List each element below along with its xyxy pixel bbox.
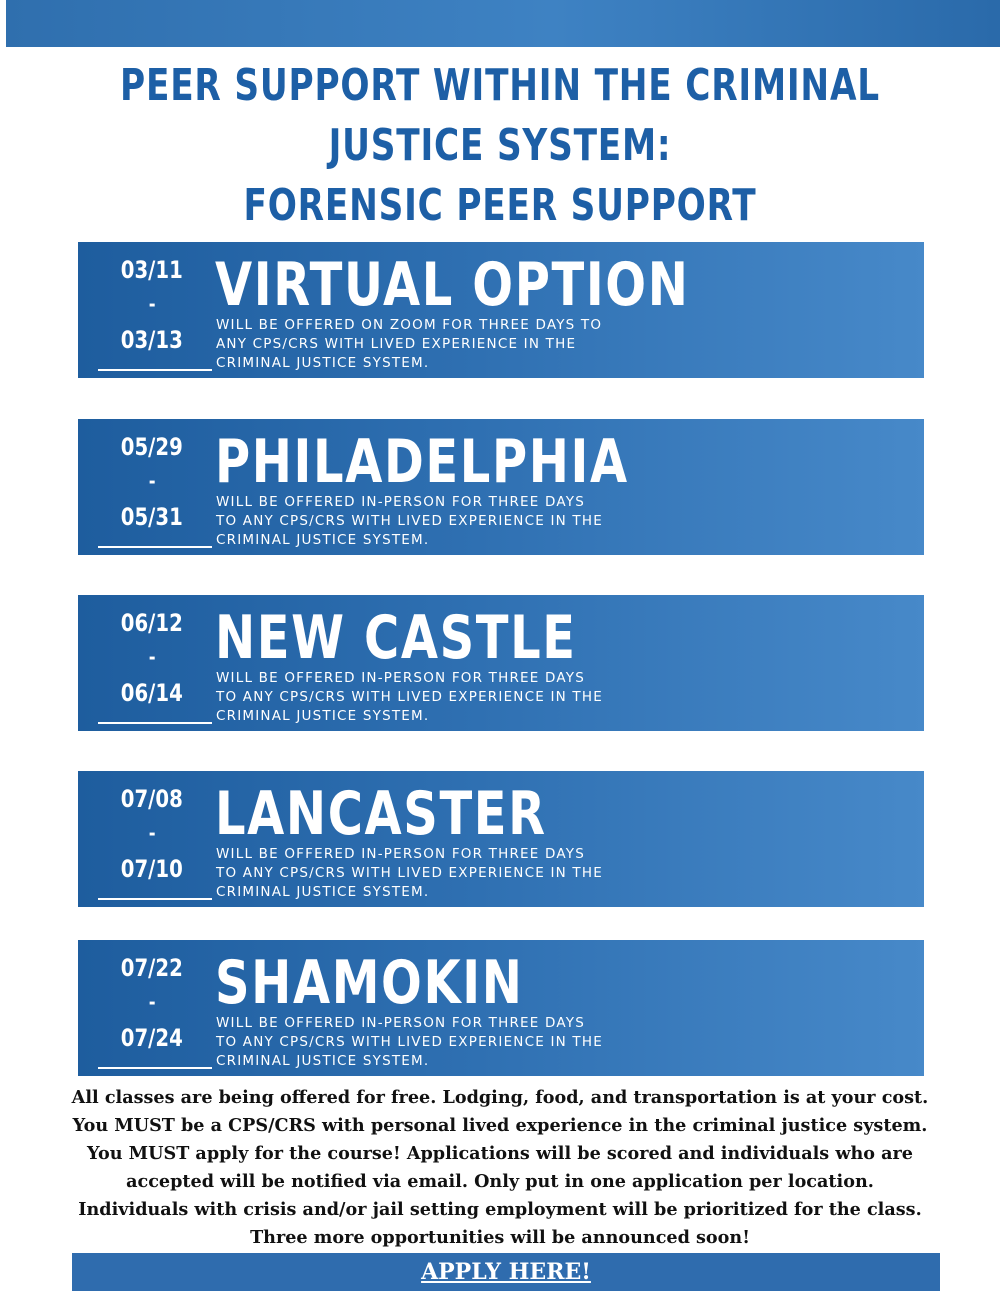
end-date: 07/10: [121, 855, 183, 883]
location-name: PHILADELPHIA: [215, 427, 629, 497]
session-description: [216, 316, 696, 373]
session-card-shamokin: [78, 940, 924, 1076]
description-line: CRIMINAL JUSTICE SYSTEM.: [216, 1053, 430, 1069]
description-line: CRIMINAL JUSTICE SYSTEM.: [216, 355, 430, 371]
title-line: FORENSIC PEER SUPPORT: [243, 180, 757, 231]
start-date: 06/12: [121, 609, 183, 637]
note-line: Three more opportunities will be announced soon!: [250, 1227, 750, 1248]
title-line: JUSTICE SYSTEM:: [328, 120, 672, 171]
end-date: 07/24: [121, 1024, 183, 1052]
description-line: TO ANY CPS/CRS WITH LIVED EXPERIENCE IN THE: [216, 865, 603, 881]
end-date: 03/13: [121, 326, 183, 354]
date-dash: -: [148, 990, 156, 1014]
session-card-philadelphia: [78, 419, 924, 555]
description-line: CRIMINAL JUSTICE SYSTEM.: [216, 884, 430, 900]
start-date: 07/08: [121, 785, 183, 813]
date-underline: [98, 898, 212, 900]
date-dash: -: [148, 645, 156, 669]
title-line: PEER SUPPORT WITHIN THE CRIMINAL: [120, 60, 880, 111]
note-line: You MUST apply for the course! Applications will be scored and individuals who are: [87, 1143, 913, 1164]
description-line: TO ANY CPS/CRS WITH LIVED EXPERIENCE IN THE: [216, 1034, 603, 1050]
session-description: [216, 493, 696, 550]
location-name: LANCASTER: [215, 779, 547, 849]
date-dash: -: [148, 821, 156, 845]
description-line: TO ANY CPS/CRS WITH LIVED EXPERIENCE IN THE: [216, 689, 603, 705]
date-dash: -: [148, 292, 156, 316]
apply-banner: [72, 1253, 940, 1291]
date-range: [88, 250, 208, 370]
note-line: Individuals with crisis and/or jail setting employment will be prioritized for the class.: [78, 1199, 922, 1220]
location-name: NEW CASTLE: [215, 603, 577, 673]
description-line: CRIMINAL JUSTICE SYSTEM.: [216, 708, 430, 724]
end-date: 05/31: [121, 503, 183, 531]
description-line: CRIMINAL JUSTICE SYSTEM.: [216, 532, 430, 548]
session-description: [216, 1014, 696, 1071]
date-underline: [98, 1067, 212, 1069]
apply-here-link[interactable]: APPLY HERE!: [421, 1259, 591, 1285]
location-name: SHAMOKIN: [215, 948, 524, 1018]
date-dash: -: [148, 469, 156, 493]
page-title: [0, 56, 1000, 236]
description-line: WILL BE OFFERED IN-PERSON FOR THREE DAYS: [216, 670, 585, 686]
description-line: WILL BE OFFERED IN-PERSON FOR THREE DAYS: [216, 1015, 585, 1031]
description-line: WILL BE OFFERED ON ZOOM FOR THREE DAYS TO: [216, 317, 603, 333]
note-line: You MUST be a CPS/CRS with personal lived experience in the criminal justice system.: [72, 1115, 928, 1136]
description-line: ANY CPS/CRS WITH LIVED EXPERIENCE IN THE: [216, 336, 577, 352]
date-underline: [98, 546, 212, 548]
session-card-lancaster: [78, 771, 924, 907]
session-description: [216, 669, 696, 726]
session-card-virtual: [78, 242, 924, 378]
session-description: [216, 845, 696, 902]
course-notes: [40, 1084, 960, 1252]
description-line: WILL BE OFFERED IN-PERSON FOR THREE DAYS: [216, 494, 585, 510]
start-date: 07/22: [121, 954, 183, 982]
date-range: [88, 948, 208, 1068]
date-range: [88, 779, 208, 899]
date-underline: [98, 722, 212, 724]
start-date: 03/11: [121, 256, 183, 284]
date-underline: [98, 369, 212, 371]
description-line: TO ANY CPS/CRS WITH LIVED EXPERIENCE IN THE: [216, 513, 603, 529]
end-date: 06/14: [121, 679, 183, 707]
note-line: accepted will be notified via email. Only put in one application per location.: [126, 1171, 874, 1192]
session-card-new-castle: [78, 595, 924, 731]
top-banner-bar: [6, 0, 1000, 47]
date-range: [88, 427, 208, 547]
location-name: VIRTUAL OPTION: [215, 250, 690, 320]
start-date: 05/29: [121, 433, 183, 461]
note-line: All classes are being offered for free. Lodging, food, and transportation is at your cost.: [71, 1087, 929, 1108]
description-line: WILL BE OFFERED IN-PERSON FOR THREE DAYS: [216, 846, 585, 862]
date-range: [88, 603, 208, 723]
